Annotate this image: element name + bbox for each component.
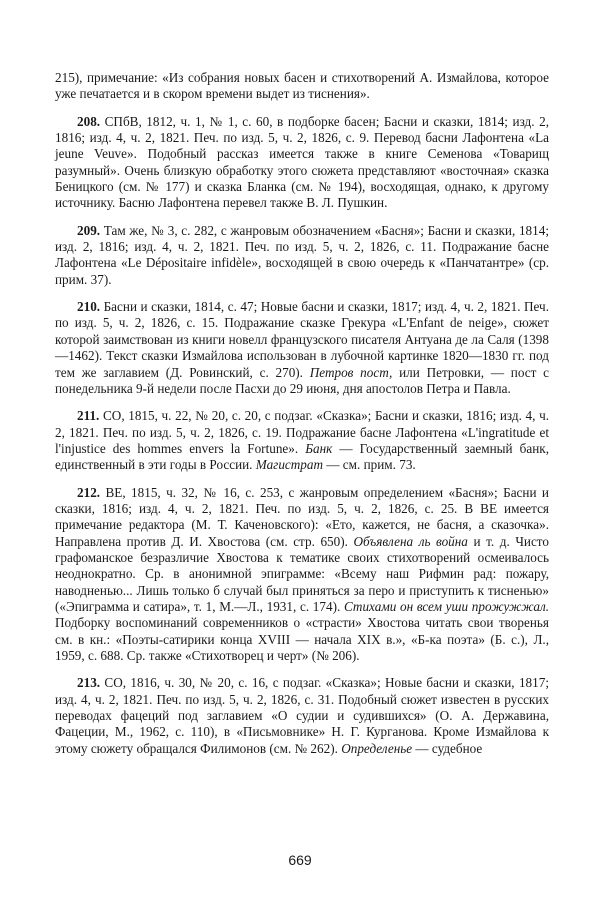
entry-number: 209. (77, 222, 101, 238)
commentary-entry (55, 485, 549, 665)
entry-text: СО, 1816, ч. 30, № 20, с. 16, с подзаг. «Сказка»; Новые басни и сказки, 1817; изд. 4, ч. 2, 1821. Печ. по изд. 5, ч. 2, 1826, с. 31. Подобный сюжет известен в русских переводах фацеций под заглавием «О судии и судившихся» (О. А. Державина, Фацеции, М., 1962, с. 110), в «Письмовнике» Н. Г. Курганова. Кроме Измайлова к этому сюжету обращался Филимонов (см. № 262). (55, 675, 549, 756)
entry-text: Басни и сказки, 1814, с. 47; Новые басни и сказки, 1817; изд. 4, ч. 2, 1821. Печ. по изд. 5, ч. 2, 1826, с. 15. Подражание сказке Грекура «L'Enfant de neige», сюжет которой заимствован из книги новелл французского писателя Антуана де ла Саля (1398—1462). Текст сказки Измайлова использован в лубочной картинке 1820—1830 гг. под тем же заглавием (Д. Ровинский, с. 270). (55, 299, 549, 380)
italic-term: Объявлена ль война (353, 533, 468, 549)
entry-text: Там же, № 3, с. 282, с жанровым обозначением «Басня»; Басни и сказки, 1814; изд. 2, 1816; изд. 4, ч. 2, 1821. Печ. по изд. 5, ч. 2, 1826, с. 11. Подражание басне Лафонтена «Le Dépositaire infidèle», восходящей в свою очередь к «Панчатантре» (ср. прим. 37). (55, 222, 549, 287)
commentary-entry (55, 223, 549, 288)
entry-number: 210. (77, 299, 101, 315)
page-number: 669 (288, 852, 312, 868)
entry-number: 208. (77, 113, 101, 129)
italic-term: Магистрат (255, 457, 323, 473)
commentary-entry (55, 675, 549, 757)
entry-number: 213. (77, 675, 101, 691)
entry-text: ВЕ, 1815, ч. 32, № 16, с. 253, с жанровым определением «Басня»; Басни и сказки, 1816; изд. 4, ч. 2, 1821. Печ. по изд. 5, ч. 2, 1826, с. 25. В ВЕ имеется примечание редактора (М. Т. Каченовского): «Ето, кажется, не басня, а сказочка». Направлена против Д. И. Хвостова (см. стр. 650). (55, 484, 549, 549)
italic-term: Определенье (341, 740, 413, 756)
entry-number: 211. (77, 408, 100, 424)
commentary-entry (55, 114, 549, 212)
entry-text: СПбВ, 1812, ч. 1, № 1, с. 60, в подборке басен; Басни и сказки, 1814; изд. 2, 1816; изд. 4, ч. 2, 1821. Печ. по изд. 5, ч. 2, 1826, с. 9. Перевод басни Лафонтена «La jeune Veuve». Подобный рассказ имеется также в книге Семенова «Товарищ разумный». Очень близкую обработку этого сюжета представляют «восточная» сказка Беницкого (см. № 177) и сказка Бланка (см. № 194), восходящая, однако, к другому источнику. Басню Лафонтена перевел также В. Л. Пушкин. (55, 113, 549, 211)
page-body (55, 70, 549, 757)
commentary-entry (55, 299, 549, 397)
entry-text: — Государственный заемный банк, единственный в эти годы в России. (55, 440, 549, 473)
entry-text: — см. прим. 73. (323, 457, 416, 473)
entry-number: 212. (77, 484, 101, 500)
entry-text: или Петровки, — пост с понедельника 9-й недели после Пасхи до 29 июня, дня апостолов Петра и Павла. (55, 364, 549, 396)
italic-term: Петров пост, (309, 364, 393, 380)
entry-text: и т. д. Чисто графоманское безразличие Хвостова к тематике своих стихотворений осмеивалось неоднократно. Ср. в анонимной эпиграмме: «Всему наш Рифмин рад: пожару, наводненью... Лишь только б случай был приняться за перо и приступить к тисненью» («Эпиграмма и сатира», т. 1, М.—Л., 1931, с. 174). (55, 533, 549, 614)
entry-text: Подборку воспоминаний современников о «страсти» Хвостова читать свои творенья см. в кн.: «Поэты-сатирики конца XVIII — начала XIX в.», «Б-ка поэта» (Б. с.), Л., 1959, с. 688. Ср. также «Стихотворец и черт» (№ 206). (55, 615, 549, 663)
intro-paragraph: 215), примечание: «Из собрания новых басен и стихотворений А. Измайлова, которое уже печатается и в скором времени выдет из тиснения». (55, 70, 549, 102)
italic-term: Стихами он всем уши прожужжал. (343, 598, 549, 614)
commentary-entry (55, 408, 549, 473)
entry-text: СО, 1815, ч. 22, № 20, с. 20, с подзаг. «Сказка»; Басни и сказки, 1816; изд. 4, ч. 2, 1821. Печ. по изд. 5, ч. 2, 1826, с. 19. Подражание басне Лафонтена «L'ingratitude et l'injustice des hommes envers la Fortune». (55, 408, 549, 456)
entry-text: — судебное (412, 740, 483, 756)
commentary-entries (55, 114, 549, 757)
italic-term: Банк (305, 440, 333, 456)
